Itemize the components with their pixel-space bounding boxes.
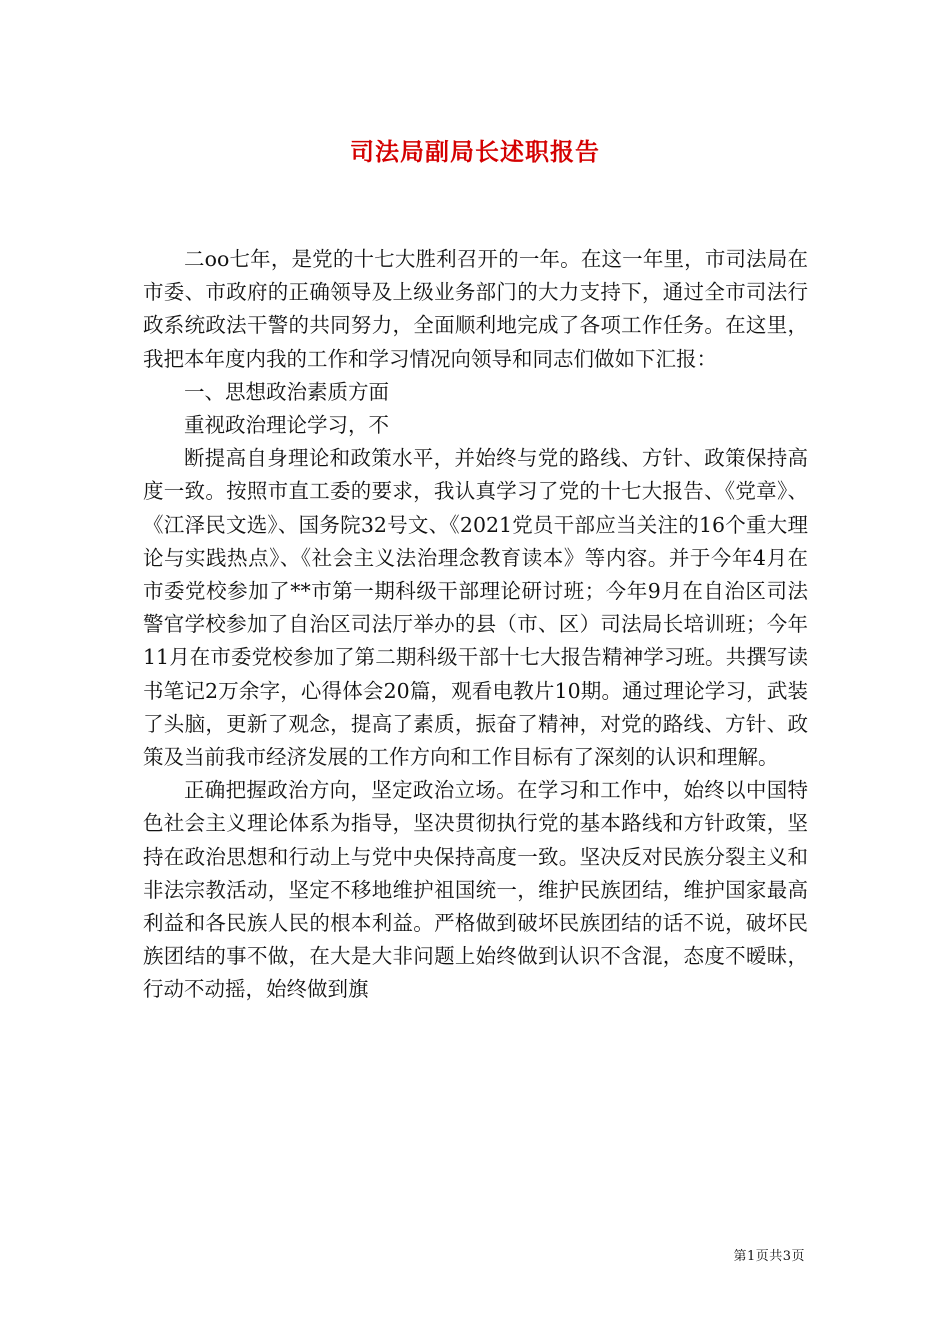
paragraph-intro: 二oo七年，是党的十七大胜利召开的一年。在这一年里，市司法局在市委、市政府的正确领导及上级业务部门的大力支持下，通过全市司法行政系统政法干警的共同努力，全面顺利地完成了各项工作任务。在这里，我把本年度内我的工作和学习情况向领导和同志们做如下汇报： [143, 247, 808, 371]
document-body [143, 243, 808, 1007]
page-number: 第1页共3页 [733, 1249, 805, 1264]
section-heading: 一、思想政治素质方面 [184, 379, 389, 404]
paragraph-study: 断提高自身理论和政策水平，并始终与党的路线、方针、政策保持高度一致。按照市直工委的要求，我认真学习了党的十七大报告、《党章》、《江泽民文选》、国务院32号文、《2021党员干部应当关注的16个重大理论与实践热点》、《社会主义法治理念教育读本》等内容。并于今年4月在市委党校参加了**市第一期科级干部理论研讨班；今年9月在自治区司法警官学校参加了自治区司法厅举办的县（市、区）司法局长培训班；今年11月在市委党校参加了第二期科级干部十七大报告精神学习班。共撰写读书笔记2万余字，心得体会20篇，观看电教片10期。通过理论学习，武装了头脑，更新了观念，提高了素质，振奋了精神，对党的路线、方针、政策及当前我市经济发展的工作方向和工作目标有了深刻的认识和理解。 [143, 446, 808, 770]
paragraph-fragment: 重视政治理论学习，不 [184, 413, 389, 438]
paragraph-direction: 正确把握政治方向，坚定政治立场。在学习和工作中，始终以中国特色社会主义理论体系为指导，坚决贯彻执行党的基本路线和方针政策，坚持在政治思想和行动上与党中央保持高度一致。坚决反对民族分裂主义和非法宗教活动，坚定不移地维护祖国统一，维护民族团结，维护国家最高利益和各民族人民的根本利益。严格做到破坏民族团结的话不说，破坏民族团结的事不做，在大是大非问题上始终做到认识不含混，态度不暧昧，行动不动摇，始终做到旗 [143, 778, 808, 1002]
document-title: 司法局副局长述职报告 [350, 137, 600, 166]
